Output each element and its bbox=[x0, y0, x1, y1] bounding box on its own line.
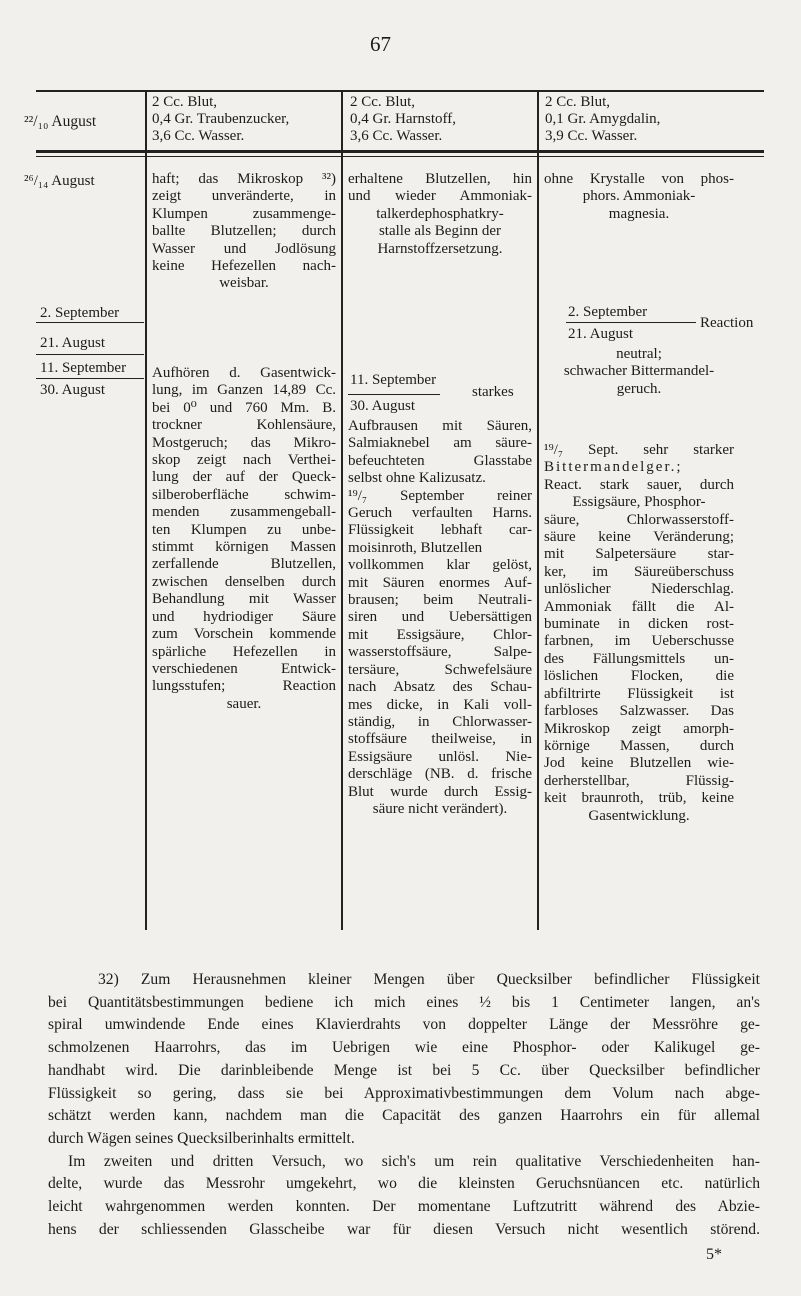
col2-date-2: 30. August bbox=[350, 398, 416, 414]
date-rule-3 bbox=[36, 378, 144, 379]
col2-side-label: starkes bbox=[472, 384, 514, 400]
date-rule-1 bbox=[36, 322, 144, 323]
date-rule-2 bbox=[36, 354, 144, 355]
header-col2: 2 Cc. Blut, 0,4 Gr. Harnstoff, 3,6 Cc. Wasser. bbox=[350, 94, 456, 144]
col1-text-b: Aufhören d. Gasentwick- lung, im Ganzen 14,89 Cc. bei 0⁰ und 760 Mm. B. trockner Kohlensäure, Mostgeruch; das Mikro- skop zeigt nach Verthei- lung der auf der Queck- silberoberfläche schwim- menden zusammengeball- ten Klumpen zu unbe- stimmt körnigen Massen zerfallende Blutzellen, zwischen denselben durch Behandlung mit Wasser und hydriodiger Säure zum Vorschein kommende spärliche Hefezellen in verschiedenen Entwick- lungsstufen; Reaction sauer. bbox=[152, 365, 336, 712]
col2-date-rule bbox=[348, 394, 440, 395]
column-divider-2 bbox=[341, 90, 343, 930]
col3-text-b: neutral; schwacher Bittermandel- geruch. bbox=[563, 346, 715, 397]
column-divider-3 bbox=[537, 90, 539, 930]
header-col1: 2 Cc. Blut, 0,4 Gr. Traubenzucker, 3,6 Cc. Wasser. bbox=[152, 94, 290, 144]
date-2: 2. September bbox=[40, 305, 120, 321]
col3-text-c: ¹⁹/₇ Sept. sehr starker Bittermandelger.; React. stark sauer, durch Essigsäure, Phosphor- säure, Chlorwasserstoff- säure keine Veränderung; mit Salpetersäure star- ker, im Säureüberschuss unlöslicher Niederschlag. Ammoniak fällt die Al- buminate in dicken rost- farbnen, im Ueberschusse des Fällungsmittels un- löslichen Flocken, die abfiltrirte Flüssigkeit ist farbloses Salzwasser. Das Mikroskop zeigt amorph- körnige Massen, durch Jod keine Blutzellen wie- derherstellbar, Flüssig- keit braunroth, trüb, keine Gasentwicklung. bbox=[544, 442, 734, 824]
header-col3: 2 Cc. Blut, 0,1 Gr. Amygdalin, 3,9 Cc. Wasser. bbox=[545, 94, 661, 144]
signature-mark: 5* bbox=[706, 1246, 722, 1263]
row-date: ²²/₁₀ August bbox=[24, 113, 97, 130]
col3-text-a: ohne Krystalle von phos- phors. Ammoniak- magnesia. bbox=[544, 171, 734, 222]
page-number: 67 bbox=[370, 32, 391, 56]
date-3: 21. August bbox=[40, 335, 106, 351]
col2-date-1: 11. September bbox=[350, 372, 437, 388]
date-4: 11. September bbox=[40, 360, 127, 376]
column-divider-1 bbox=[145, 90, 147, 930]
footnote: 32) Zum Herausnehmen kleiner Mengen über Quecksilber befindlicher Flüssigkeit bei Quantitätsbestimmungen bediene ich mich eines ½ bis 1 Centimeter langen, an's spiral umwindende Ende eines Klavierdrahts von doppelter Länge der Messröhre ge- schmolzenen Haarrohrs, das im Uebrigen wie eine Phosphor- oder Kalikugel ge- handhabt wird. Die darinbleibende Menge ist bei 5 Cc. über Quecksilber befindlicher Flüssigkeit so gering, dass sie bei Approximativbestimmungen dem Volum nach abge- schätzt werden kann, nachdem man die Capacität des ganzen Haarrohrs ein für allemal durch Wägen seines Quecksilberinhalts ermittelt. Im zweiten und dritten Versuch, wo sich's um rein qualitative Verschiedenheiten han- delte, wurde das Messrohr umgekehrt, wo die kleinsten Geruchsnüancen etc. natürlich leicht wahrgenommen werden konnten. Der momentane Luftzutritt während des Abzie- hens der schliessenden Glasscheibe war für diesen Versuch nicht wesentlich störend. bbox=[48, 971, 760, 1238]
date-1: ²⁶/₁₄ August bbox=[24, 173, 95, 189]
col3-date-2: 21. August bbox=[568, 326, 634, 342]
col3-date-rule bbox=[566, 322, 696, 323]
col3-date-1: 2. September bbox=[568, 304, 648, 320]
col3-side-label: Reaction bbox=[700, 315, 754, 331]
col2-text-b: Aufbrausen mit Säuren, Salmiaknebel am säure- befeuchteten Glasstabe selbst ohne Kalizusatz. ¹⁹/₇ September reiner Geruch verfaulten Harns. Flüssigkeit lebhaft car- moisinroth, Blutzellen vollkommen klar gelöst, mit Säuren enormes Auf- brausen; beim Neutrali- siren und Uebersättigen mit Essigsäure, Chlor- wasserstoffsäure, Salpe- tersäure, Schwefelsäure nach Absatz des Schau- mes dicke, in Kali voll- ständig, in Chlorwasser- stoffsäure theilweise, in Essigsäure unlösl. Nie- derschläge (NB. d. frische Blut wurde durch Essig- säure nicht verändert). bbox=[348, 418, 532, 817]
date-5: 30. August bbox=[40, 382, 106, 398]
col1-text-a: haft; das Mikroskop ³²) zeigt unveränderte, in Klumpen zusammenge- ballte Blutzellen; durch Wasser und Jodlösung keine Hefezellen nach- weisbar. bbox=[152, 171, 336, 292]
col2-text-a: erhaltene Blutzellen, hin und wieder Ammoniak- talkerdephosphatkry- stalle als Beginn der Harnstoffzersetzung. bbox=[348, 171, 532, 257]
